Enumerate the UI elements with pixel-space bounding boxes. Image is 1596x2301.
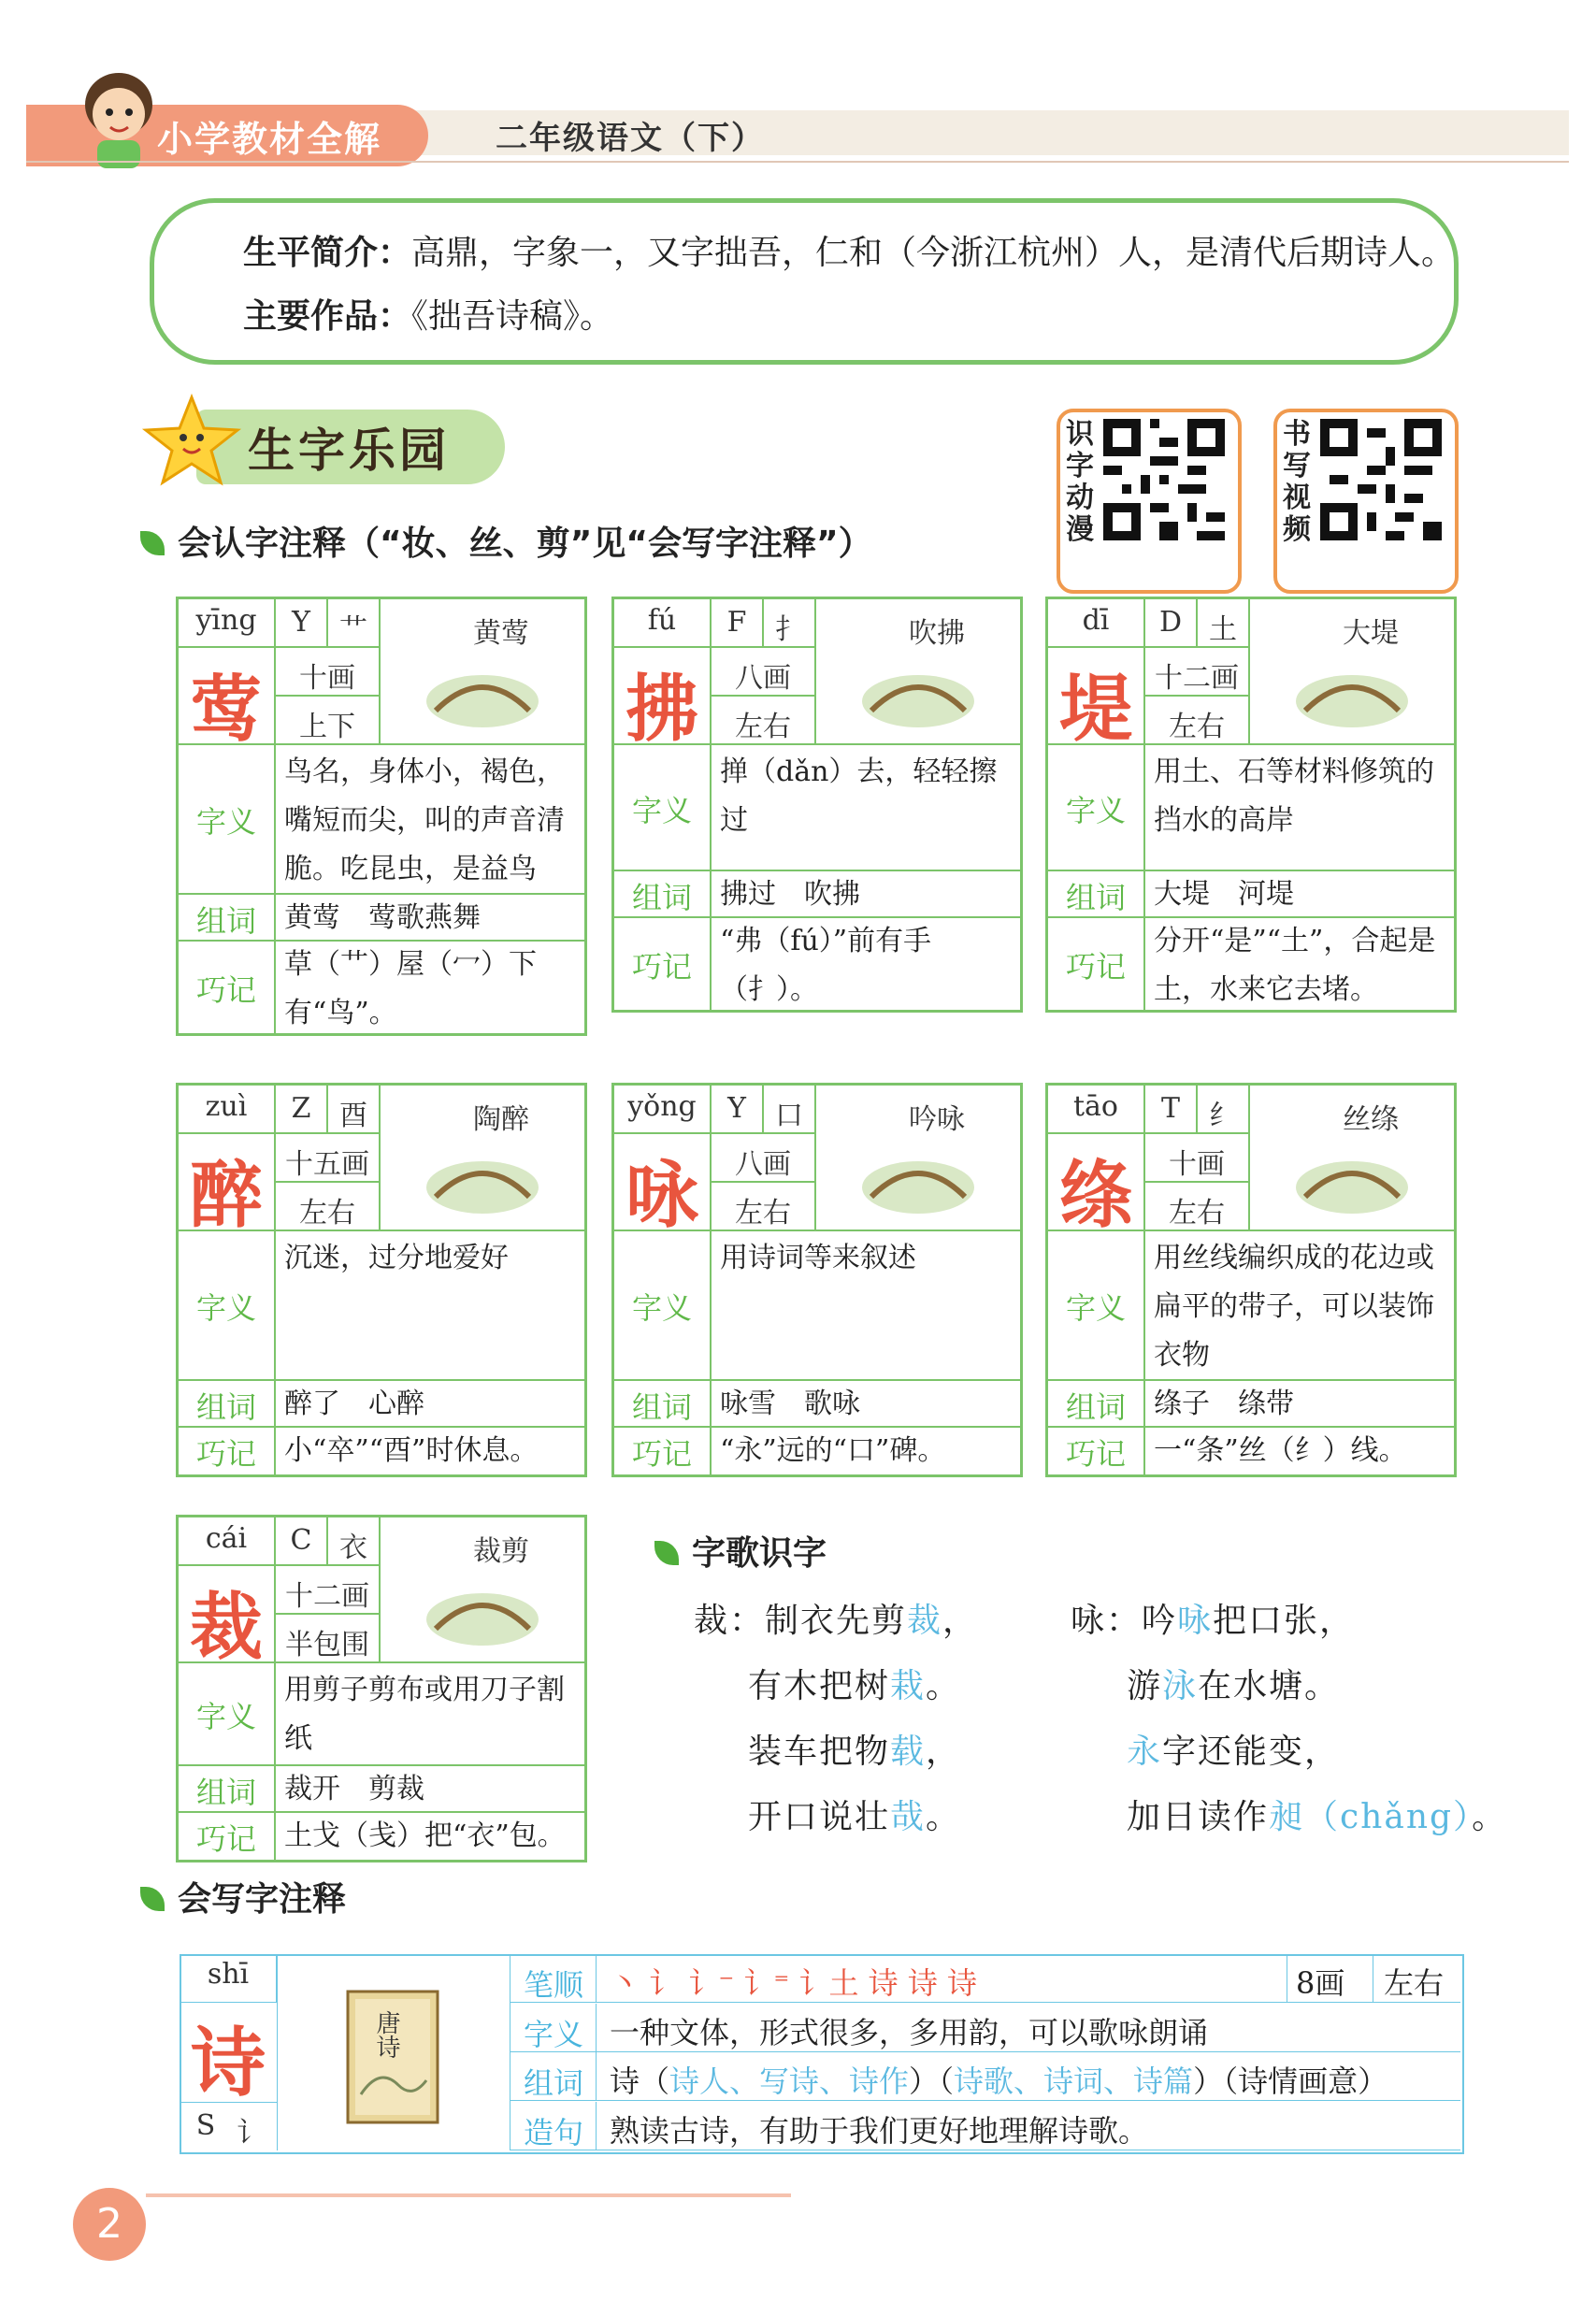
illustration [834, 645, 1002, 739]
pinyin: cái [205, 1522, 248, 1555]
song-text: ， [926, 1733, 962, 1771]
tip-text: 分开“是”“土”，合起是土，水来它去堵。 [1154, 925, 1436, 1006]
picture-caption: 黄莺 [473, 617, 529, 650]
stroke-count: 十二画 [285, 1580, 369, 1613]
illustration [1268, 1131, 1436, 1225]
qr-code-icon[interactable] [1103, 419, 1225, 544]
radical: 口 [775, 1100, 803, 1132]
tip-label: 巧记 [195, 972, 256, 1008]
char-card [176, 597, 587, 1036]
book-title: 二年级语文（下） [496, 120, 765, 157]
meaning-text: 用丝线编织成的花边或扁平的带子，可以装饰衣物 [1154, 1242, 1434, 1372]
pinyin: yǒng [627, 1090, 697, 1123]
works-label: 主要作品： [243, 297, 412, 336]
song-highlight: 咏 [1177, 1602, 1214, 1640]
big-char: 咏 [625, 1153, 698, 1238]
qr-code-icon[interactable] [1320, 419, 1442, 544]
meaning-text: 用土、石等材料修筑的挡水的高岸 [1154, 755, 1434, 837]
song-text: ， [942, 1602, 979, 1640]
row-label: 组词 [523, 2065, 583, 2101]
words-text: 大堤 河堤 [1154, 878, 1294, 911]
tip-text: 草（艹）屋（冖）下有“鸟”。 [284, 948, 537, 1029]
song-text: 有木把树 [748, 1667, 891, 1705]
words-text: 醉了 心醉 [284, 1388, 424, 1420]
row-label: 字义 [523, 2016, 583, 2052]
initial-letter: D [1158, 606, 1183, 639]
structure: 左右 [299, 1197, 355, 1230]
char-card [1045, 1083, 1457, 1477]
meaning-text: 用剪子剪布或用刀子割纸 [284, 1674, 565, 1755]
initial-letter: C [290, 1524, 312, 1557]
song-text: 装车把物 [748, 1733, 891, 1771]
meaning-label: 字义 [1065, 1290, 1126, 1326]
big-char: 醉 [189, 1153, 263, 1238]
picture-caption: 吹拂 [909, 617, 965, 650]
meaning-label: 字义 [195, 804, 256, 840]
words-text [610, 2058, 1388, 2101]
section-title: 生字乐园 [248, 424, 450, 478]
radical: 艹 [339, 613, 367, 646]
stroke-order: 丶 讠 讠⁻ 讠⁼ 讠土 诗 诗 诗 [610, 1965, 977, 2001]
structure: 左右 [1169, 711, 1225, 743]
char-card [1045, 597, 1457, 1013]
tip-label: 巧记 [195, 1436, 256, 1472]
char-card [611, 1083, 1023, 1477]
song-line [1071, 1594, 1355, 1642]
words-text: 裁开 剪裁 [284, 1773, 424, 1805]
song-line [1127, 1725, 1340, 1773]
song-line [694, 1594, 978, 1642]
song-text: 裁：制衣先剪 [694, 1602, 908, 1640]
works-line [243, 290, 613, 338]
song-highlight: 栽 [890, 1667, 927, 1705]
stroke-count: 十二画 [1155, 662, 1239, 695]
song-highlight: 泳 [1162, 1667, 1199, 1705]
tip-text: 土戈（戋）把“衣”包。 [284, 1819, 566, 1852]
big-char: 堤 [1058, 667, 1132, 752]
meaning-label: 字义 [631, 1290, 692, 1326]
meaning-text: 用诗词等来叙述 [720, 1242, 916, 1274]
illustration [398, 645, 567, 739]
words-label: 组词 [631, 1389, 692, 1425]
row-label: 造句 [523, 2114, 583, 2150]
words-text: 绦子 绦带 [1154, 1388, 1294, 1420]
song-line [748, 1790, 961, 1838]
write-initial: S [195, 2109, 216, 2142]
words-part: 诗（ [610, 2064, 670, 2099]
song-text: 游 [1127, 1667, 1163, 1705]
meaning-label: 字义 [631, 792, 692, 828]
picture-caption: 大堤 [1343, 617, 1399, 650]
words-label: 组词 [195, 1775, 256, 1810]
structure: 左右 [735, 711, 791, 743]
words-label: 组词 [195, 903, 256, 939]
picture-caption: 陶醉 [473, 1103, 529, 1136]
tip-text: “永”远的“口”碑。 [720, 1434, 946, 1467]
song-text: 。 [1472, 1798, 1508, 1836]
stroke-count: 8画 [1296, 1965, 1345, 2001]
initial-letter: Y [292, 606, 310, 639]
words-part: ）（诗情画意） [1193, 2064, 1388, 2099]
radical: 衣 [339, 1532, 367, 1564]
illustration [1268, 645, 1436, 739]
tip-text: “弗（fú）”前有手（扌）。 [720, 925, 932, 1006]
illustration [398, 1563, 567, 1657]
words-label: 组词 [631, 880, 692, 915]
words-text: 黄莺 莺歌燕舞 [284, 901, 481, 934]
meaning-label: 字义 [1065, 792, 1126, 828]
song-line [1127, 1790, 1507, 1838]
recognize-heading: 会认字注释（“妆、丝、剪”见“会写字注释”） [178, 525, 872, 563]
meaning-text: 鸟名，身体小，褐色，嘴短而尖，叫的声音清脆。吃昆虫，是益鸟 [284, 755, 565, 885]
picture-caption: 吟咏 [909, 1103, 965, 1136]
page-number: 2 [73, 2188, 146, 2261]
star-icon [140, 393, 243, 486]
song-text: 开口说壮 [748, 1798, 891, 1836]
song-line [1127, 1660, 1340, 1707]
meaning-text: 一种文体，形式很多，多用韵，可以歌咏朗诵 [610, 2015, 1209, 2050]
picture-caption: 裁剪 [473, 1535, 529, 1568]
tip-text: 一“条”丝（纟）线。 [1154, 1434, 1407, 1467]
works-text: 《拙吾诗稿》。 [411, 297, 614, 336]
leaf-icon [654, 1541, 679, 1565]
book-picture [342, 1982, 445, 2136]
words-part: ）（ [909, 2064, 955, 2099]
stroke-count: 八画 [735, 1148, 791, 1181]
initial-letter: Z [291, 1092, 311, 1125]
char-card [176, 1083, 587, 1477]
words-text: 拂过 吹拂 [720, 878, 860, 911]
stroke-count: 十画 [1169, 1148, 1225, 1181]
meaning-label: 字义 [195, 1290, 256, 1326]
series-title: 小学教材全解 [157, 119, 382, 160]
song-line [748, 1660, 961, 1707]
qr-writing-label: 书写视频 [1283, 418, 1311, 546]
song-highlight: 永 [1127, 1733, 1163, 1771]
meaning-text: 掸（dǎn）去，轻轻擦过 [720, 755, 998, 837]
structure: 半包围 [285, 1629, 369, 1661]
row-label: 笔顺 [523, 1967, 583, 2003]
radical: 酉 [339, 1100, 367, 1132]
tip-label: 巧记 [631, 1436, 692, 1472]
words-label: 组词 [195, 1389, 256, 1425]
illustration [834, 1131, 1002, 1225]
stroke-count: 十画 [299, 662, 355, 695]
song-highlight: 昶（chǎng） [1269, 1798, 1473, 1836]
structure: 上下 [299, 711, 355, 743]
song-text: 在水塘。 [1198, 1667, 1341, 1705]
tip-text: 小“卒”“酉”时休息。 [284, 1434, 539, 1467]
pinyin: zuì [205, 1090, 248, 1123]
initial-letter: F [726, 606, 747, 639]
write-radical: 讠 [237, 2117, 265, 2150]
song-text: 字还能变， [1162, 1733, 1341, 1771]
bio-line [243, 226, 1455, 274]
stroke-count: 十五画 [285, 1148, 369, 1181]
author-intro-box [150, 198, 1459, 365]
structure: 左右 [1384, 1965, 1445, 2001]
header-divider [26, 161, 1569, 163]
boy-mascot [77, 65, 161, 168]
char-card [611, 597, 1023, 1013]
song-text: 把口张， [1213, 1602, 1356, 1640]
song-heading: 字歌识字 [692, 1534, 827, 1573]
song-highlight: 裁 [907, 1602, 943, 1640]
sentence-text: 熟读古诗，有助于我们更好地理解诗歌。 [610, 2113, 1149, 2149]
meaning-text: 沉迷，过分地爱好 [284, 1242, 509, 1274]
radical: 扌 [775, 613, 803, 646]
radical: 土 [1209, 613, 1237, 646]
leaf-icon [140, 531, 165, 555]
words-text: 咏雪 歌咏 [720, 1388, 860, 1420]
words-label: 组词 [1065, 1389, 1126, 1425]
meaning-label: 字义 [195, 1699, 256, 1734]
stroke-count: 八画 [735, 662, 791, 695]
footer-line [146, 2193, 791, 2197]
structure: 左右 [1169, 1197, 1225, 1230]
illustration [398, 1131, 567, 1225]
leaf-icon [140, 1887, 165, 1911]
initial-letter: T [1160, 1092, 1180, 1125]
radical: 纟 [1209, 1100, 1237, 1132]
write-heading: 会写字注释 [178, 1880, 347, 1919]
tip-label: 巧记 [1065, 949, 1126, 985]
big-char: 裁 [189, 1585, 263, 1670]
tip-label: 巧记 [1065, 1436, 1126, 1472]
pinyin: dī [1082, 604, 1110, 637]
song-text: 加日读作 [1127, 1798, 1270, 1836]
song-line [748, 1725, 961, 1773]
song-highlight: 载 [890, 1733, 927, 1771]
song-text: 。 [926, 1798, 962, 1836]
initial-letter: Y [727, 1092, 746, 1125]
picture-caption: 丝绦 [1343, 1103, 1399, 1136]
big-char: 拂 [625, 667, 698, 752]
pinyin: fú [647, 604, 677, 637]
tip-label: 巧记 [631, 949, 692, 985]
pinyin: yīng [195, 604, 257, 637]
song-text: 咏：吟 [1071, 1602, 1178, 1640]
write-pinyin: shī [207, 1958, 250, 1991]
words-label: 组词 [1065, 880, 1126, 915]
pinyin: tāo [1072, 1090, 1118, 1123]
write-char: 诗 [191, 2019, 266, 2107]
char-card [176, 1515, 587, 1862]
words-highlight: 诗人、写诗、诗作 [669, 2064, 910, 2099]
big-char: 绦 [1058, 1153, 1132, 1238]
picture-caption: 唐诗 [372, 2010, 400, 2059]
tip-label: 巧记 [195, 1821, 256, 1857]
qr-animation-label: 识字动漫 [1066, 418, 1094, 546]
big-char: 莺 [189, 667, 263, 752]
song-highlight: 哉 [890, 1798, 927, 1836]
words-highlight: 诗歌、诗词、诗篇 [954, 2064, 1194, 2099]
bio-text: 高鼎，字象一，又字拙吾，仁和（今浙江杭州）人，是清代后期诗人。 [411, 234, 1456, 272]
bio-label: 生平简介： [243, 234, 412, 272]
structure: 左右 [735, 1197, 791, 1230]
song-text: 。 [926, 1667, 962, 1705]
